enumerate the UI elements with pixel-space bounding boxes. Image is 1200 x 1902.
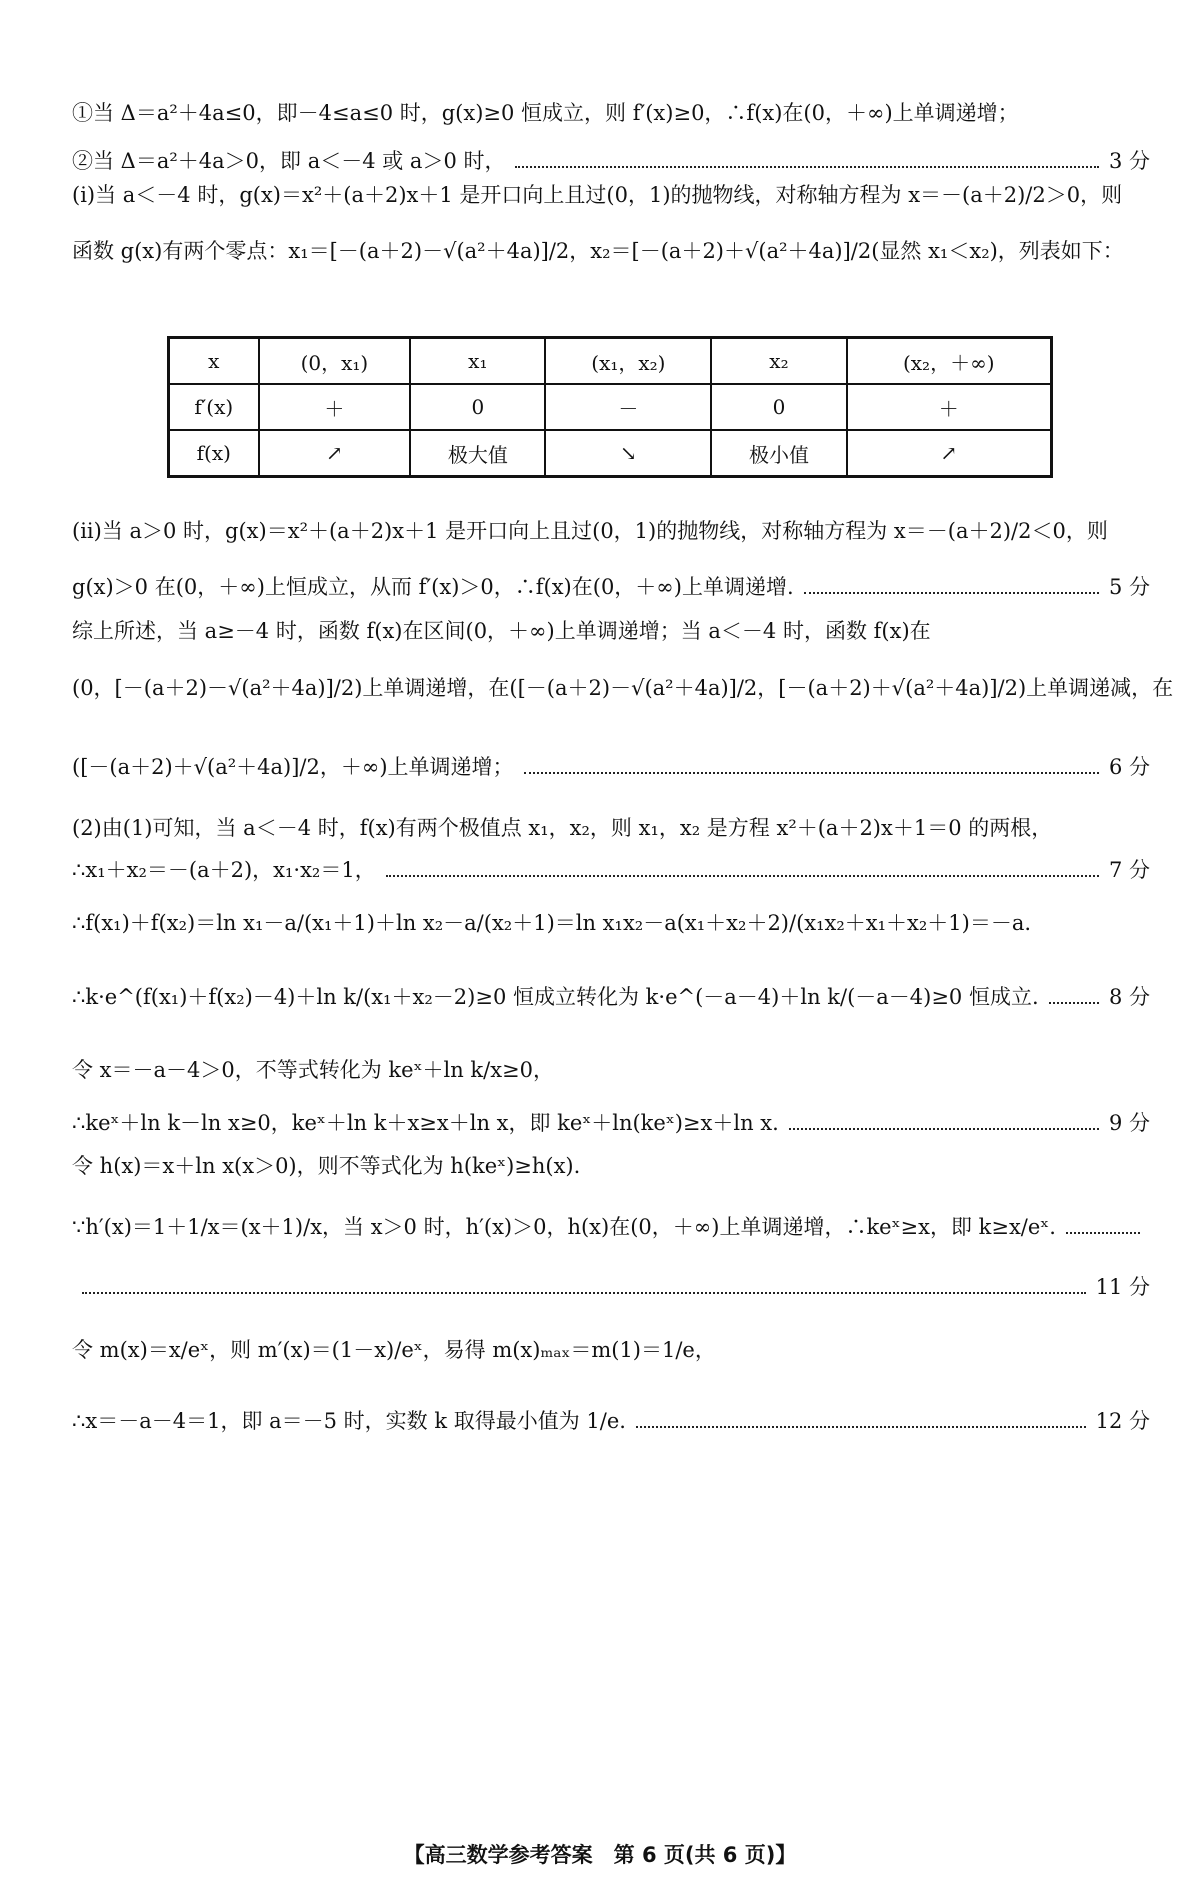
solution-line: 综上所述，当 a≥－4 时，函数 f(x)在区间(0，＋∞)上单调递增；当 a＜－4 时，函数 f(x)在 bbox=[72, 619, 931, 643]
leader-dots bbox=[82, 1280, 1086, 1294]
leader-dots bbox=[1066, 1220, 1140, 1234]
score-mark: 3 分 bbox=[1108, 149, 1150, 173]
solution-line: ∴k·e^(f(x₁)＋f(x₂)－4)＋ln k/(x₁＋x₂－2)≥0 恒成立转化为 k·e^(－a－4)＋ln k/(－a－4)≥0 恒成立. 8 分 bbox=[72, 982, 1150, 1012]
table-row: f(x) ↗ 极大值 ↘ 极小值 ↗ bbox=[169, 430, 1052, 477]
solution-line: 令 h(x)＝x＋ln x(x＞0)，则不等式化为 h(keˣ)≥h(x). bbox=[72, 1154, 581, 1178]
solution-line: 函数 g(x)有两个零点：x₁＝[－(a＋2)－√(a²＋4a)]/2，x₂＝[－(a＋2)＋√(a²＋4a)]/2(显然 x₁＜x₂)，列表如下： bbox=[72, 239, 1124, 263]
leader-dots bbox=[515, 154, 1098, 168]
leader-dots bbox=[804, 580, 1099, 594]
table-row: f′(x) ＋ 0 － 0 ＋ bbox=[169, 384, 1052, 430]
solution-line: ∵h′(x)＝1＋1/x＝(x＋1)/x，当 x＞0 时，h′(x)＞0，h(x)在(0，＋∞)上单调递增，∴keˣ≥x，即 k≥x/eˣ. bbox=[72, 1212, 1150, 1242]
solution-line: 令 m(x)＝x/eˣ，则 m′(x)＝(1－x)/eˣ，易得 m(x)ₘₐₓ＝m(1)＝1/e， bbox=[72, 1338, 716, 1362]
table-row: x (0，x₁) x₁ (x₁，x₂) x₂ (x₂，＋∞) bbox=[169, 338, 1052, 385]
solution-line: ∴keˣ＋ln k－ln x≥0，keˣ＋ln k＋x≥x＋ln x，即 keˣ＋ln(keˣ)≥x＋ln x. 9 分 bbox=[72, 1108, 1150, 1138]
solution-line: ([－(a＋2)＋√(a²＋4a)]/2，＋∞)上单调递增； 6 分 bbox=[72, 752, 1150, 782]
score-mark: 7 分 bbox=[1108, 858, 1150, 882]
leader-dots bbox=[636, 1414, 1086, 1428]
leader-dots bbox=[524, 760, 1099, 774]
sign-table bbox=[167, 336, 1053, 478]
solution-line: (ii)当 a＞0 时，g(x)＝x²＋(a＋2)x＋1 是开口向上且过(0，1)的抛物线，对称轴方程为 x＝－(a＋2)/2＜0，则 bbox=[72, 519, 1108, 543]
score-mark: 9 分 bbox=[1108, 1111, 1150, 1135]
solution-line: (i)当 a＜－4 时，g(x)＝x²＋(a＋2)x＋1 是开口向上且过(0，1)的抛物线，对称轴方程为 x＝－(a＋2)/2＞0，则 bbox=[72, 183, 1123, 207]
solution-line: (0，[－(a＋2)－√(a²＋4a)]/2)上单调递增，在([－(a＋2)－√(a²＋4a)]/2，[－(a＋2)＋√(a²＋4a)]/2)上单调递减，在 bbox=[72, 676, 1174, 700]
score-mark: 11 分 bbox=[1095, 1275, 1150, 1299]
solution-line: (2)由(1)可知，当 a＜－4 时，f(x)有两个极值点 x₁，x₂，则 x₁，x₂ 是方程 x²＋(a＋2)x＋1＝0 的两根， bbox=[72, 816, 1053, 840]
score-mark: 12 分 bbox=[1095, 1409, 1150, 1433]
solution-line: ①当 Δ＝a²＋4a≤0，即－4≤a≤0 时，g(x)≥0 恒成立，则 f′(x)≥0，∴f(x)在(0，＋∞)上单调递增； bbox=[72, 101, 1019, 125]
leader-dots bbox=[789, 1116, 1099, 1130]
leader-dots bbox=[386, 863, 1099, 877]
score-mark: 5 分 bbox=[1108, 575, 1150, 599]
solution-line bbox=[72, 1272, 1150, 1302]
score-mark: 8 分 bbox=[1108, 985, 1150, 1009]
solution-line: ∴x₁＋x₂＝－(a＋2)，x₁·x₂＝1， 7 分 bbox=[72, 855, 1150, 885]
solution-line: ②当 Δ＝a²＋4a＞0，即 a＜－4 或 a＞0 时， 3 分 bbox=[72, 146, 1150, 176]
score-mark: 6 分 bbox=[1108, 755, 1150, 779]
leader-dots bbox=[1049, 990, 1099, 1004]
solution-line: ∴f(x₁)＋f(x₂)＝ln x₁－a/(x₁＋1)＋ln x₂－a/(x₂＋1)＝ln x₁x₂－a(x₁＋x₂＋2)/(x₁x₂＋x₁＋x₂＋1)＝－a. bbox=[72, 911, 1032, 935]
solution-line: ∴x＝－a－4＝1，即 a＝－5 时，实数 k 取得最小值为 1/e. 12 分 bbox=[72, 1406, 1150, 1436]
solution-line: g(x)＞0 在(0，＋∞)上恒成立，从而 f′(x)＞0，∴f(x)在(0，＋∞)上单调递增. 5 分 bbox=[72, 572, 1150, 602]
solution-line: 令 x＝－a－4＞0，不等式转化为 keˣ＋ln k/x≥0， bbox=[72, 1058, 555, 1082]
page-footer: 【高三数学参考答案 第 6 页(共 6 页)】 bbox=[403, 1843, 797, 1867]
